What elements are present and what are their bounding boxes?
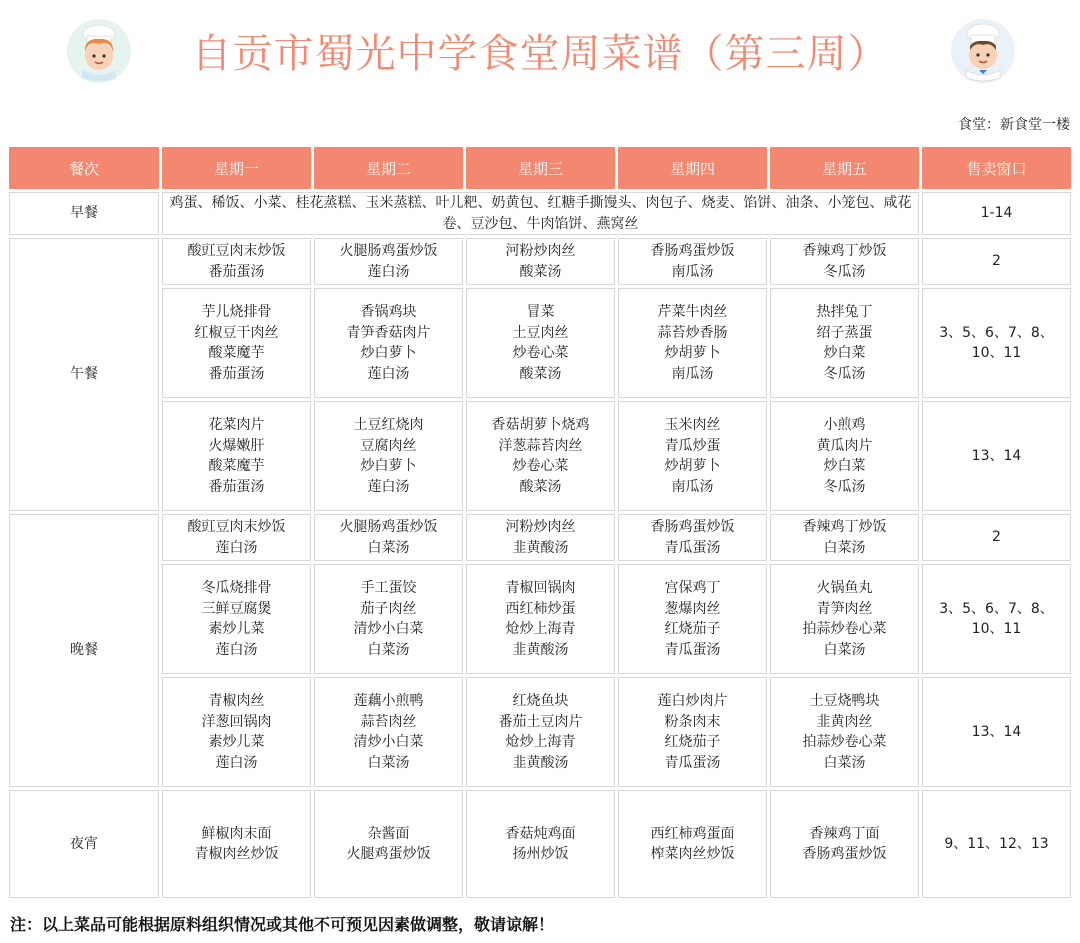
night-snack-row [9, 790, 1071, 898]
weekly-menu-table [6, 144, 1074, 901]
chef-boy-avatar-icon [950, 18, 1016, 84]
windows-cell: 3、5、6、7、8、10、11 [922, 288, 1071, 398]
menu-cell: 土豆烧鸭块 韭黄肉丝 拍蒜炒卷心菜 白菜汤 [770, 677, 919, 787]
menu-cell: 香辣鸡丁炒饭 冬瓜汤 [770, 238, 919, 285]
meal-label: 晚餐 [9, 514, 159, 787]
menu-cell: 小煎鸡 黄瓜肉片 炒白菜 冬瓜汤 [770, 401, 919, 511]
footnote: 注：以上菜品可能根据原料组织情况或其他不可预见因素做调整，敬请谅解！ [10, 915, 555, 934]
menu-cell: 香辣鸡丁炒饭 白菜汤 [770, 514, 919, 561]
table-header-row [9, 147, 1071, 189]
breakfast-items: 鸡蛋、稀饭、小菜、桂花蒸糕、玉米蒸糕、叶儿粑、奶黄包、红糖手撕馒头、肉包子、烧麦、馅饼、油条、小笼包、咸花卷、豆沙包、牛肉馅饼、燕窝丝 [162, 192, 919, 235]
menu-cell: 火锅鱼丸 青笋肉丝 拍蒜炒卷心菜 白菜汤 [770, 564, 919, 674]
page-title: 自贡市蜀光中学食堂周菜谱（第三周） [191, 31, 889, 77]
header-thursday: 星期四 [618, 147, 767, 189]
meal-label: 夜宵 [9, 790, 159, 898]
windows-cell: 3、5、6、7、8、10、11 [922, 564, 1071, 674]
canteen-location: 食堂：新食堂一楼 [958, 117, 1070, 133]
menu-cell: 河粉炒肉丝 韭黄酸汤 [466, 514, 615, 561]
windows-cell: 2 [922, 514, 1071, 561]
menu-cell: 手工蛋饺 茄子肉丝 清炒小白菜 白菜汤 [314, 564, 463, 674]
windows-cell: 13、14 [922, 401, 1071, 511]
menu-cell: 酸豇豆肉末炒饭 莲白汤 [162, 514, 311, 561]
header-wednesday: 星期三 [466, 147, 615, 189]
menu-cell: 青椒肉丝 洋葱回锅肉 素炒儿菜 莲白汤 [162, 677, 311, 787]
header-friday: 星期五 [770, 147, 919, 189]
windows-cell: 2 [922, 238, 1071, 285]
menu-cell: 土豆红烧肉 豆腐肉丝 炒白萝卜 莲白汤 [314, 401, 463, 511]
menu-cell: 玉米肉丝 青瓜炒蛋 炒胡萝卜 南瓜汤 [618, 401, 767, 511]
header-meal: 餐次 [9, 147, 159, 189]
menu-cell: 香辣鸡丁面 香肠鸡蛋炒饭 [770, 790, 919, 898]
menu-cell: 莲白炒肉片 粉条肉末 红烧茄子 青瓜蛋汤 [618, 677, 767, 787]
dinner-row [9, 564, 1071, 674]
lunch-row [9, 288, 1071, 398]
menu-cell: 香肠鸡蛋炒饭 南瓜汤 [618, 238, 767, 285]
menu-cell: 热拌兔丁 绍子蒸蛋 炒白菜 冬瓜汤 [770, 288, 919, 398]
dinner-row [9, 677, 1071, 787]
windows-cell: 9、11、12、13 [922, 790, 1071, 898]
menu-cell: 西红柿鸡蛋面 榨菜肉丝炒饭 [618, 790, 767, 898]
menu-cell: 火腿肠鸡蛋炒饭 莲白汤 [314, 238, 463, 285]
menu-cell: 冒菜 土豆肉丝 炒卷心菜 酸菜汤 [466, 288, 615, 398]
meal-label: 午餐 [9, 238, 159, 511]
header-monday: 星期一 [162, 147, 311, 189]
menu-cell: 芹菜牛肉丝 蒜苔炒香肠 炒胡萝卜 南瓜汤 [618, 288, 767, 398]
menu-cell: 河粉炒肉丝 酸菜汤 [466, 238, 615, 285]
lunch-row [9, 238, 1071, 285]
header-windows: 售卖窗口 [922, 147, 1071, 189]
windows-cell: 13、14 [922, 677, 1071, 787]
menu-cell: 红烧鱼块 番茄土豆肉片 炝炒上海青 韭黄酸汤 [466, 677, 615, 787]
menu-cell: 冬瓜烧排骨 三鲜豆腐煲 素炒儿菜 莲白汤 [162, 564, 311, 674]
menu-cell: 杂酱面 火腿鸡蛋炒饭 [314, 790, 463, 898]
lunch-row [9, 401, 1071, 511]
menu-cell: 青椒回锅肉 西红柿炒蛋 炝炒上海青 韭黄酸汤 [466, 564, 615, 674]
menu-cell: 香锅鸡块 青笋香菇肉片 炒白萝卜 莲白汤 [314, 288, 463, 398]
menu-cell: 花菜肉片 火爆嫩肝 酸菜魔芋 番茄蛋汤 [162, 401, 311, 511]
page-header [0, 0, 1080, 112]
menu-cell: 芋儿烧排骨 红椒豆干肉丝 酸菜魔芋 番茄蛋汤 [162, 288, 311, 398]
header-tuesday: 星期二 [314, 147, 463, 189]
menu-cell: 香菇炖鸡面 扬州炒饭 [466, 790, 615, 898]
menu-cell: 香菇胡萝卜烧鸡 洋葱蒜苔肉丝 炒卷心菜 酸菜汤 [466, 401, 615, 511]
menu-cell: 火腿肠鸡蛋炒饭 白菜汤 [314, 514, 463, 561]
menu-cell: 鲜椒肉末面 青椒肉丝炒饭 [162, 790, 311, 898]
chef-girl-avatar-icon [66, 18, 132, 84]
menu-cell: 香肠鸡蛋炒饭 青瓜蛋汤 [618, 514, 767, 561]
menu-cell: 宫保鸡丁 葱爆肉丝 红烧茄子 青瓜蛋汤 [618, 564, 767, 674]
dinner-row [9, 514, 1071, 561]
meal-label: 早餐 [9, 192, 159, 235]
windows-cell: 1-14 [922, 192, 1071, 235]
breakfast-row [9, 192, 1071, 235]
menu-cell: 莲藕小煎鸭 蒜苔肉丝 清炒小白菜 白菜汤 [314, 677, 463, 787]
menu-cell: 酸豇豆肉末炒饭 番茄蛋汤 [162, 238, 311, 285]
